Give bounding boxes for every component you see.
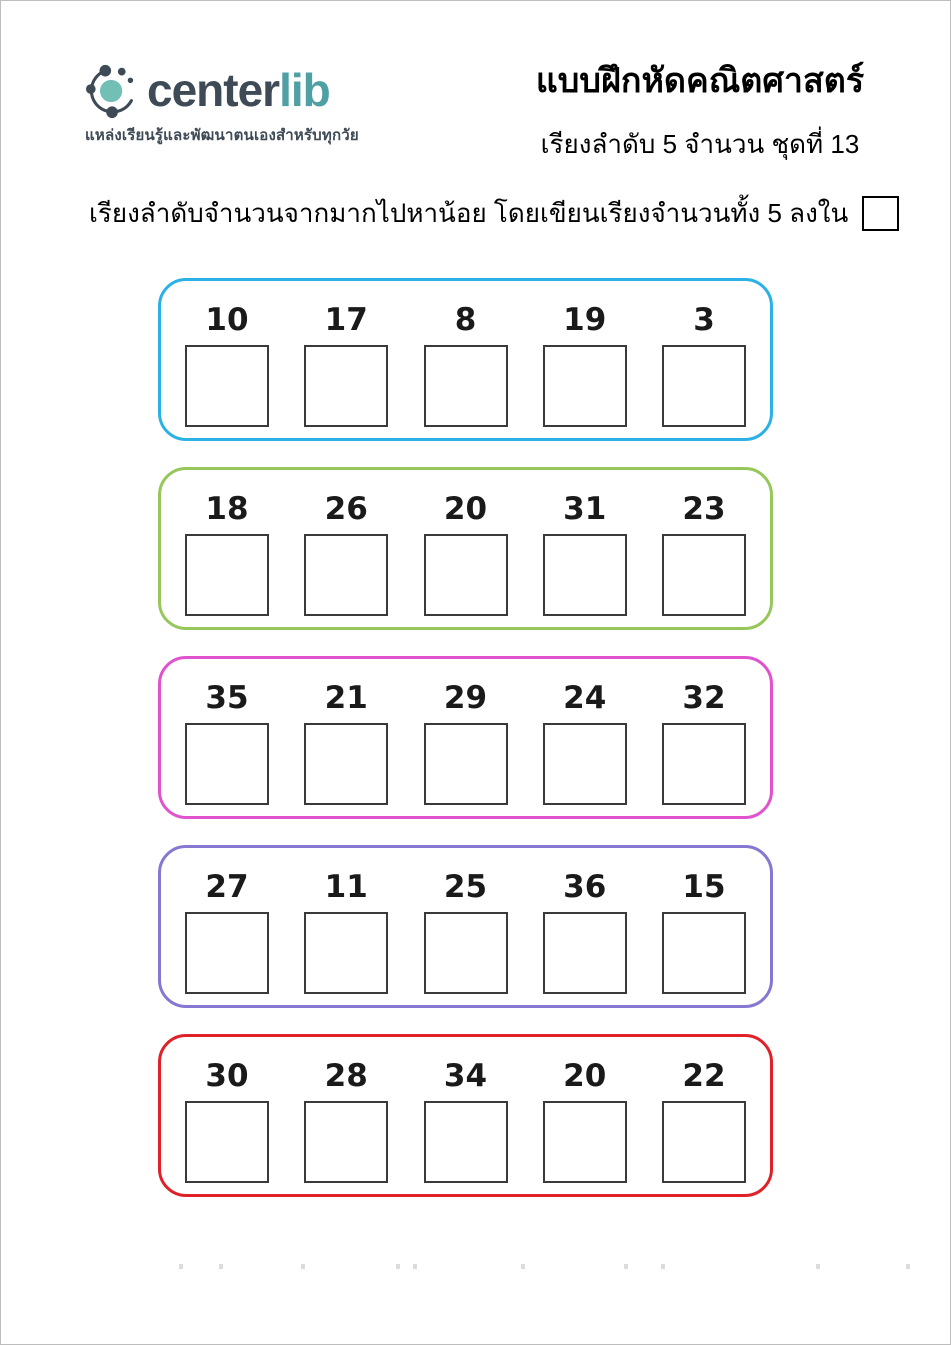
instruction-text: เรียงลำดับจำนวนจากมากไปหาน้อย โดยเขียนเรียงจำนวนทั้ง 5 ลงใน	[89, 198, 849, 228]
problem-cell	[185, 303, 269, 438]
answer-box[interactable]	[185, 534, 269, 616]
problem-cell	[304, 492, 388, 627]
worksheet-subtitle: เรียงลำดับ 5 จำนวน ชุดที่ 13	[540, 128, 860, 159]
answer-box[interactable]	[543, 723, 627, 805]
answer-box[interactable]	[185, 912, 269, 994]
number-label: 28	[324, 1058, 368, 1094]
worksheet-title: แบบฝึกหัดคณิตศาสตร์	[535, 62, 865, 100]
answer-box[interactable]	[185, 1101, 269, 1183]
problem-cell	[424, 303, 508, 438]
answer-box[interactable]	[424, 345, 508, 427]
answer-box[interactable]	[543, 534, 627, 616]
brand-part-center: center	[147, 64, 280, 116]
problem-cell	[662, 681, 746, 816]
number-label: 29	[443, 680, 488, 716]
answer-box[interactable]	[304, 1101, 388, 1183]
number-label: 19	[563, 302, 607, 338]
problem-cell	[662, 303, 746, 438]
number-label: 23	[682, 491, 726, 527]
number-label: 35	[205, 680, 249, 716]
answer-box[interactable]	[662, 912, 746, 994]
inline-answer-box-sample	[862, 196, 899, 231]
number-label: 36	[563, 869, 607, 905]
answer-box[interactable]	[304, 723, 388, 805]
problem-group-row-1	[158, 278, 773, 441]
problem-group-row-5	[158, 1034, 773, 1197]
problem-cell	[543, 492, 627, 627]
problem-cell	[543, 303, 627, 438]
centerlib-orbit-icon	[85, 59, 143, 121]
brand-tagline: แหล่งเรียนรู้และพัฒนาตนเองสำหรับทุกวัย	[85, 127, 359, 144]
number-label: 3	[693, 302, 715, 338]
answer-box[interactable]	[424, 1101, 508, 1183]
number-label: 10	[205, 302, 249, 338]
number-label: 18	[205, 491, 249, 527]
answer-box[interactable]	[543, 1101, 627, 1183]
number-label: 24	[563, 680, 607, 716]
number-label: 30	[205, 1058, 249, 1094]
number-label: 8	[454, 302, 477, 338]
answer-box[interactable]	[304, 534, 388, 616]
answer-box[interactable]	[185, 723, 269, 805]
answer-box[interactable]	[185, 345, 269, 427]
answer-box[interactable]	[662, 1101, 746, 1183]
answer-box[interactable]	[662, 723, 746, 805]
answer-box[interactable]	[304, 345, 388, 427]
number-label: 17	[324, 302, 368, 338]
problem-group-row-4	[158, 845, 773, 1008]
number-label: 34	[443, 1058, 488, 1094]
brand-wordmark	[147, 64, 330, 116]
answer-box[interactable]	[424, 912, 508, 994]
problem-cell	[304, 1059, 388, 1194]
answer-box[interactable]	[424, 723, 508, 805]
number-label: 20	[563, 1058, 607, 1094]
number-label: 11	[324, 869, 368, 905]
number-label: 27	[205, 869, 249, 905]
problem-group-row-3	[158, 656, 773, 819]
number-label: 25	[443, 869, 488, 905]
problem-cell	[662, 1059, 746, 1194]
problem-cell	[304, 303, 388, 438]
problem-cell	[304, 681, 388, 816]
problem-cell	[304, 870, 388, 1005]
number-label: 22	[682, 1058, 726, 1094]
problem-cell	[543, 1059, 627, 1194]
answer-box[interactable]	[662, 534, 746, 616]
number-label: 32	[682, 680, 726, 716]
number-label: 15	[682, 869, 726, 905]
problem-cell	[424, 870, 508, 1005]
problem-cell	[543, 681, 627, 816]
answer-box[interactable]	[424, 534, 508, 616]
logo	[85, 59, 359, 147]
problem-cell	[424, 492, 508, 627]
problem-cell	[543, 870, 627, 1005]
answer-box[interactable]	[662, 345, 746, 427]
problem-cell	[662, 492, 746, 627]
problem-cell	[185, 1059, 269, 1194]
answer-box[interactable]	[543, 345, 627, 427]
brand-part-lib: lib	[279, 64, 330, 116]
answer-box[interactable]	[304, 912, 388, 994]
problem-groups	[158, 278, 773, 1197]
answer-box[interactable]	[543, 912, 627, 994]
number-label: 20	[443, 491, 488, 527]
problem-group-row-2	[158, 467, 773, 630]
problem-cell	[185, 870, 269, 1005]
number-label: 21	[324, 680, 368, 716]
problem-cell	[185, 681, 269, 816]
problem-cell	[185, 492, 269, 627]
problem-cell	[662, 870, 746, 1005]
instruction-line	[89, 193, 909, 234]
header	[500, 61, 900, 165]
problem-cell	[424, 1059, 508, 1194]
footer-faint-marks	[1, 1264, 950, 1274]
number-label: 26	[324, 491, 368, 527]
problem-cell	[424, 681, 508, 816]
number-label: 31	[563, 491, 607, 527]
